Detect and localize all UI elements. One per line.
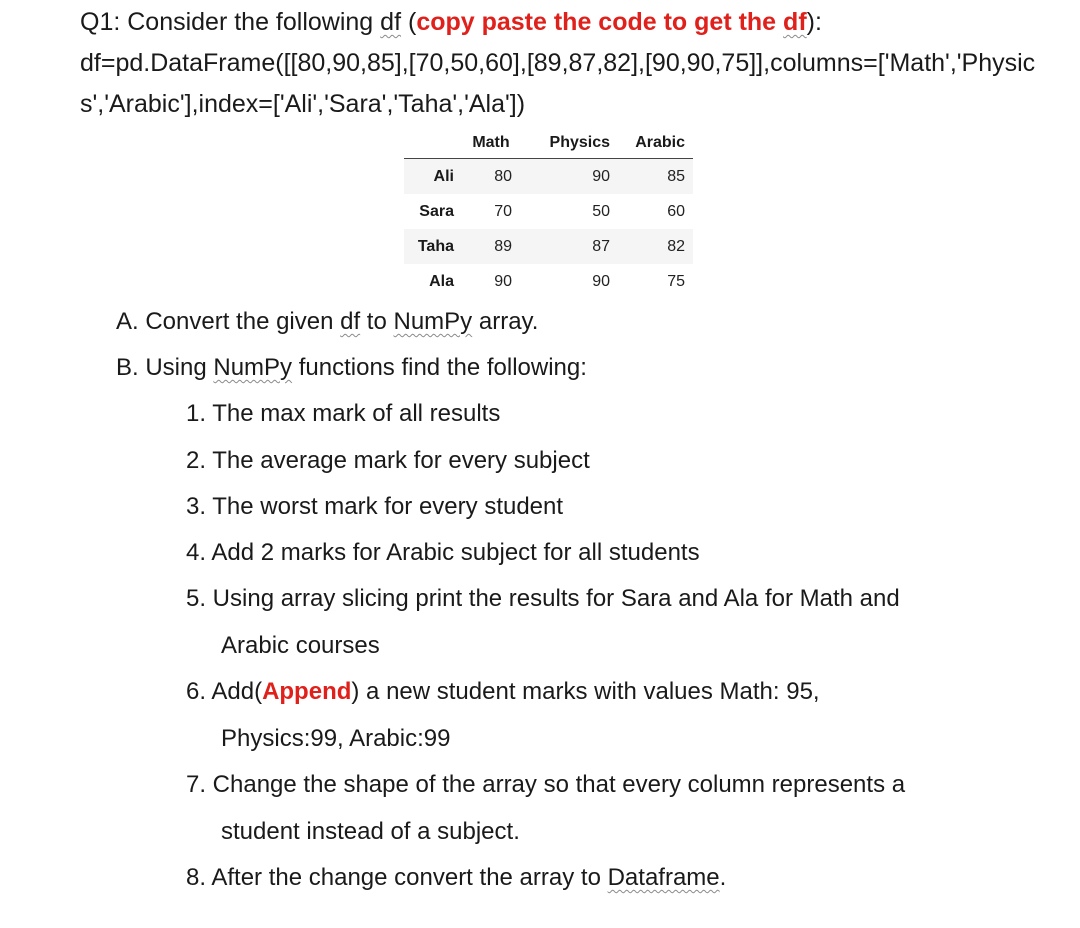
list-item-4: 4. Add 2 marks for Arabic subject for all students [186,539,700,566]
df-word: df [340,308,361,335]
row-index: Sara [419,202,454,220]
index-header [404,128,456,159]
table-cell: 82 [667,237,685,255]
table-row [404,159,693,195]
table-cell: 60 [667,202,685,220]
column-header: Physics [526,128,610,159]
item-6-post: ) a new student marks with values Math: 95, [351,678,820,705]
numpy-word: NumPy [213,354,293,381]
copy-paste-df: df [783,8,807,36]
part-b [116,353,587,383]
question-text [80,2,1040,125]
table-cell: 70 [494,202,512,220]
list-item-2: 2. The average mark for every subject [186,447,590,474]
part-b-text-2: functions find the following: [292,354,587,381]
dataframe-word: Dataframe [607,864,720,891]
table-cell: 89 [494,237,512,255]
code-line: df=pd.DataFrame([[80,90,85],[70,50,60],[89,87,82],[90,90,75]],columns=['Math','Physics','Arabic'],index=['Ali','Sara','Taha','Ala']) [80,49,1036,118]
table-row [404,264,693,299]
df-word: df [380,8,402,36]
item-8-post: . [719,864,727,891]
table-cell: 90 [592,272,610,290]
part-b-text-1: B. Using [116,354,214,381]
numpy-word: NumPy [393,308,473,335]
append-word: Append [262,678,352,705]
table-row [404,229,693,264]
table-row [404,194,693,229]
list-item-8 [186,863,1016,893]
table-cell: 85 [667,167,685,185]
row-index: Ali [433,167,454,185]
copy-paste-note: copy paste the code to get the [416,8,784,36]
list-item-7: 7. Change the shape of the array so that every column represents a [186,771,906,798]
part-a-text-2: to [360,308,394,335]
list-item-6 [186,677,1016,707]
part-a-text-1: A. Convert the given [116,308,341,335]
list-item-6-cont: Physics:99, Arabic:99 [221,725,451,752]
list-item-5-cont: Arabic courses [221,632,380,659]
list-item-7-cont: student instead of a subject. [221,818,520,845]
table-cell: 80 [494,167,512,185]
table-cell: 90 [494,272,512,290]
row-index: Ala [429,272,454,290]
row-index: Taha [417,237,454,255]
paren-close: ): [806,8,822,36]
item-6-pre: 6. Add( [186,678,263,705]
table-cell: 50 [592,202,610,220]
list-item-1: 1. The max mark of all results [186,400,501,427]
table-cell: 87 [592,237,610,255]
dataframe-table [404,128,693,299]
column-header: Arabic [610,128,693,159]
question-prefix: Q1: Consider the following [80,8,381,36]
paren-open: ( [401,8,417,36]
table-header-row [404,128,693,159]
table-cell: 90 [592,167,610,185]
item-8-pre: 8. After the change convert the array to [186,864,608,891]
part-a [116,307,538,337]
table-cell: 75 [667,272,685,290]
part-a-text-3: array. [472,308,539,335]
list-item-3: 3. The worst mark for every student [186,493,564,520]
list-item-5: 5. Using array slicing print the results for Sara and Ala for Math and [186,585,900,612]
column-header: Math [456,128,526,159]
